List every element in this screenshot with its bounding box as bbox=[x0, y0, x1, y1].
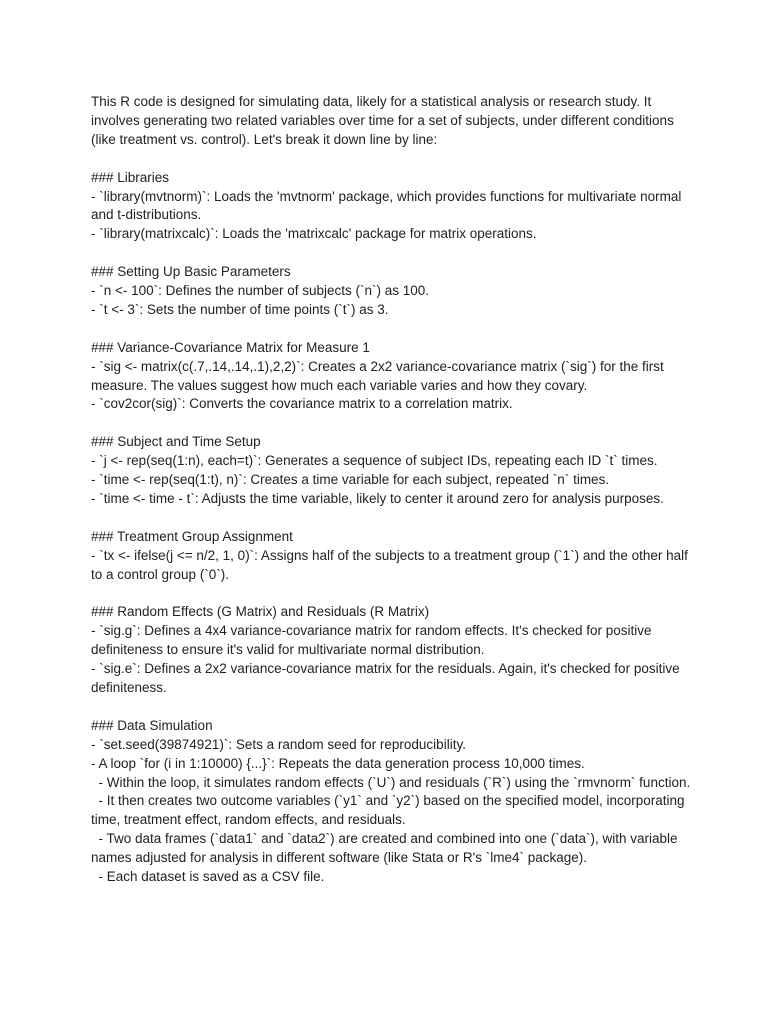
spacer bbox=[91, 244, 691, 263]
sub-bullet-line: - Within the loop, it simulates random effects (`U`) and residuals (`R`) using the `rmvnorm` function. bbox=[91, 774, 691, 790]
spacer bbox=[91, 150, 691, 169]
sub-bullet-line: - Two data frames (`data1` and `data2`) are created and combined into one (`data`), with variable names adjusted for analysis in different software (like Stata or R's `lme4` package). bbox=[91, 831, 682, 866]
sub-bullet-line: - Each dataset is saved as a CSV file. bbox=[91, 869, 325, 885]
bullet-line: - `j <- rep(seq(1:n), each=t)`: Generates a sequence of subject IDs, repeating each ID `t` times. bbox=[91, 453, 658, 469]
bullet-line: - A loop `for (i in 1:10000) {...}`: Repeats the data generation process 10,000 times. bbox=[91, 755, 585, 771]
document-body bbox=[91, 93, 691, 887]
section-heading: ### Subject and Time Setup bbox=[91, 434, 261, 450]
section-heading: ### Libraries bbox=[91, 169, 170, 185]
section-treatment-assignment bbox=[91, 528, 691, 585]
spacer bbox=[91, 320, 691, 339]
bullet-line: - `set.seed(39874921)`: Sets a random seed for reproducibility. bbox=[91, 736, 466, 752]
bullet-line: - `tx <- ifelse(j <= n/2, 1, 0)`: Assigns half of the subjects to a treatment group (`1`) and the other half to a control group (`0`). bbox=[91, 547, 692, 582]
bullet-line: - `sig <- matrix(c(.7,.14,.14,.1),2,2)`: Creates a 2x2 variance-covariance matrix (`sig`) for the first measure. The values suggest how much each variable varies and how they covary. bbox=[91, 358, 668, 393]
section-heading: ### Random Effects (G Matrix) and Residuals (R Matrix) bbox=[91, 604, 430, 620]
spacer bbox=[91, 698, 691, 717]
section-variance-covariance bbox=[91, 339, 691, 415]
bullet-line: - `time <- time - t`: Adjusts the time variable, likely to center it around zero for analysis purposes. bbox=[91, 490, 664, 506]
spacer bbox=[91, 584, 691, 603]
bullet-line: - `t <- 3`: Sets the number of time points (`t`) as 3. bbox=[91, 301, 389, 317]
section-heading: ### Variance-Covariance Matrix for Measure 1 bbox=[91, 339, 370, 355]
bullet-line: - `library(matrixcalc)`: Loads the 'matrixcalc' package for matrix operations. bbox=[91, 226, 537, 242]
spacer bbox=[91, 414, 691, 433]
sub-bullet-line: - It then creates two outcome variables (`y1` and `y2`) based on the specified model, incorporating time, treatment effect, random effects, and residuals. bbox=[91, 793, 689, 828]
section-subject-time-setup bbox=[91, 433, 691, 509]
section-basic-parameters bbox=[91, 263, 691, 320]
bullet-line: - `sig.g`: Defines a 4x4 variance-covariance matrix for random effects. It's checked for positive definiteness to ensure it's valid for multivariate normal distribution. bbox=[91, 623, 656, 658]
bullet-line: - `library(mvtnorm)`: Loads the 'mvtnorm' package, which provides functions for multivariate normal and t-distributions. bbox=[91, 188, 686, 223]
section-random-effects bbox=[91, 603, 691, 698]
section-heading: ### Treatment Group Assignment bbox=[91, 528, 293, 544]
spacer bbox=[91, 509, 691, 528]
section-heading: ### Data Simulation bbox=[91, 717, 213, 733]
bullet-line: - `cov2cor(sig)`: Converts the covariance matrix to a correlation matrix. bbox=[91, 396, 513, 412]
bullet-line: - `n <- 100`: Defines the number of subjects (`n`) as 100. bbox=[91, 283, 430, 299]
section-libraries bbox=[91, 169, 691, 245]
bullet-line: - `sig.e`: Defines a 2x2 variance-covariance matrix for the residuals. Again, it's checked for positive definiteness. bbox=[91, 661, 684, 695]
bullet-line: - `time <- rep(seq(1:t), n)`: Creates a time variable for each subject, repeated `n` times. bbox=[91, 472, 610, 488]
intro-paragraph: This R code is designed for simulating data, likely for a statistical analysis or research study. It involves generating two related variables over time for a set of subjects, under different conditions (like treatment vs. control). Let's break it down line by line: bbox=[91, 94, 678, 147]
section-data-simulation bbox=[91, 717, 691, 887]
section-heading: ### Setting Up Basic Parameters bbox=[91, 264, 291, 280]
